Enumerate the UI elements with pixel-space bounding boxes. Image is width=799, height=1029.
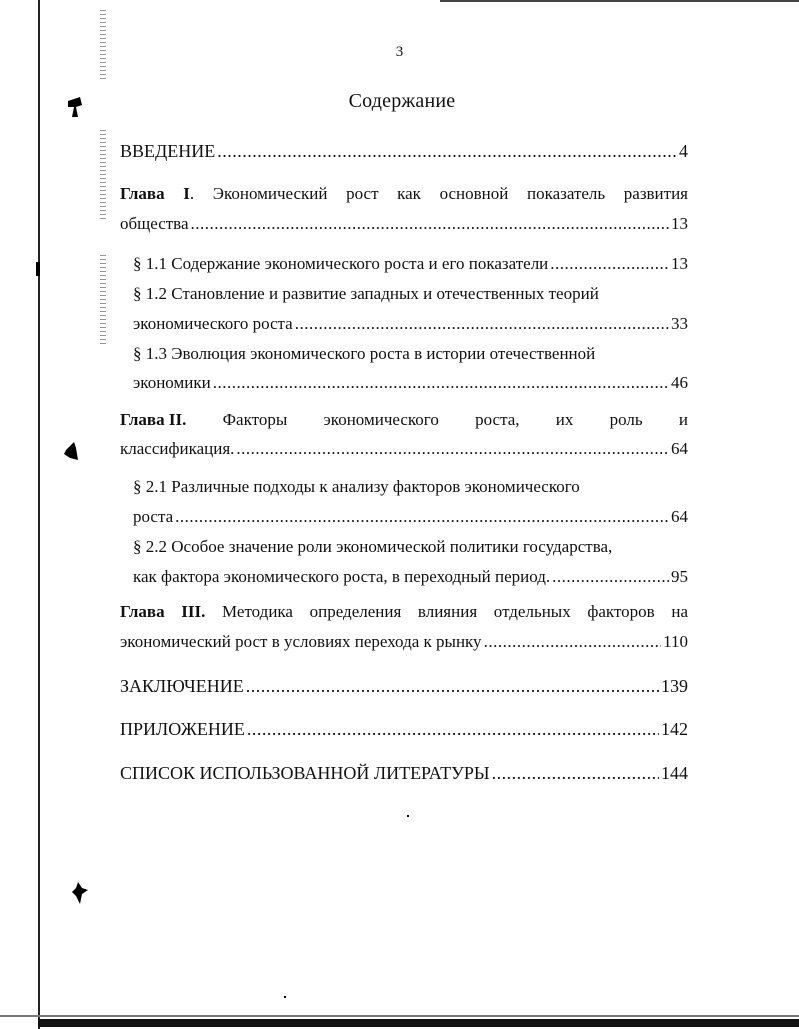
toc-chapter2-line2[interactable] [120, 438, 688, 460]
chapter-title: . Экономический рост как основной показатель развития [189, 184, 689, 203]
chapter-word: роль [609, 410, 643, 429]
toc-page-number: 95 [671, 567, 688, 586]
margin-noise [100, 130, 106, 220]
toc-entry-label: СПИСОК ИСПОЛЬЗОВАННОЙ ЛИТЕРАТУРЫ [120, 763, 490, 783]
scan-edge-left [38, 0, 40, 1029]
chapter-word: экономического [323, 410, 439, 429]
toc-page-number: 13 [671, 214, 688, 233]
chapter-prefix: Глава III. [120, 602, 206, 621]
toc-page-number: 4 [679, 141, 688, 161]
toc-section-2-1-line1[interactable]: § 2.1 Различные подходы к анализу факторов экономического [133, 477, 580, 496]
toc-page-number: 33 [671, 314, 688, 333]
toc-page-number: 46 [671, 373, 688, 392]
toc-leader-dots [217, 140, 677, 162]
toc-leader-dots [247, 718, 659, 740]
toc-leader-dots [246, 675, 659, 697]
chapter-word: роста, [475, 410, 520, 429]
toc-entry-appendix[interactable] [120, 718, 688, 740]
toc-leader-dots [175, 506, 669, 528]
toc-page-number: 144 [661, 763, 688, 783]
toc-chapter2-line1[interactable] [120, 409, 688, 431]
scan-speck [284, 996, 286, 998]
toc-entry-label: ВВЕДЕНИЕ [120, 141, 216, 161]
toc-leader-dots [295, 313, 669, 335]
toc-entry-label: классификация. [120, 439, 235, 458]
chapter-prefix: Глава I [120, 184, 190, 203]
toc-entry-label: экономики [133, 373, 211, 392]
chapter-title: Методика определения влияния отдельных факторов на [205, 602, 688, 621]
scan-blot-icon [70, 880, 90, 906]
toc-entry-intro[interactable] [120, 140, 688, 162]
toc-entry-label: общества [120, 214, 189, 233]
toc-chapter1-line1[interactable] [120, 183, 688, 205]
scan-edge-bottom [38, 1019, 799, 1027]
margin-noise [100, 255, 106, 345]
scan-speck [407, 815, 409, 817]
toc-entry-label: как фактора экономического роста, в переходный период. [133, 567, 551, 586]
toc-leader-dots [552, 566, 669, 588]
toc-section-2-2-line2[interactable] [133, 566, 688, 588]
toc-section-2-2-line1[interactable]: § 2.2 Особое значение роли экономической политики государства, [133, 537, 613, 556]
toc-entry-label: роста [133, 507, 174, 526]
toc-leader-dots [191, 213, 669, 235]
toc-leader-dots [550, 253, 669, 275]
scan-edge-bottom-fade [0, 1015, 799, 1017]
scan-edge-top [440, 0, 799, 2]
toc-page-number: 110 [663, 632, 688, 651]
toc-entry-label: экономического роста [133, 314, 293, 333]
toc-section-1-2-line1[interactable]: § 1.2 Становление и развитие западных и отечественных теорий [133, 284, 599, 303]
toc-leader-dots [484, 631, 662, 653]
page-number: 3 [395, 44, 404, 60]
toc-entry-label: § 1.1 Содержание экономического роста и его показатели [133, 254, 549, 273]
scan-speck [36, 262, 40, 276]
toc-entry-label: ПРИЛОЖЕНИЕ [120, 719, 245, 739]
toc-entry-references[interactable] [120, 762, 688, 784]
toc-section-2-1-line2[interactable] [133, 506, 688, 528]
chapter-prefix: Глава II. [120, 410, 187, 429]
chapter-word: их [555, 410, 574, 429]
toc-page-number: 139 [661, 676, 688, 696]
toc-section-1-1[interactable] [133, 253, 688, 275]
toc-chapter1-line2[interactable] [120, 213, 688, 235]
toc-entry-label: ЗАКЛЮЧЕНИЕ [120, 676, 244, 696]
toc-page-number: 64 [671, 507, 688, 526]
toc-leader-dots [213, 372, 669, 394]
toc-entry-conclusion[interactable] [120, 675, 688, 697]
toc-entry-label: экономический рост в условиях перехода к рынку [120, 632, 482, 651]
toc-chapter3-line1[interactable] [120, 601, 688, 623]
toc-section-1-3-line1[interactable]: § 1.3 Эволюция экономического роста в истории отечественной [133, 344, 596, 363]
chapter-word: Факторы [222, 410, 288, 429]
toc-leader-dots [492, 762, 659, 784]
page-title: Содержание [348, 90, 456, 112]
toc-leader-dots [236, 438, 669, 460]
scan-blot-icon [62, 440, 80, 462]
toc-section-1-3-line2[interactable] [133, 372, 688, 394]
toc-section-1-2-line2[interactable] [133, 313, 688, 335]
toc-page-number: 64 [671, 439, 688, 458]
toc-page-number: 13 [671, 254, 688, 273]
chapter-word: и [678, 410, 688, 429]
toc-page-number: 142 [661, 719, 688, 739]
toc-chapter3-line2[interactable] [120, 631, 688, 653]
